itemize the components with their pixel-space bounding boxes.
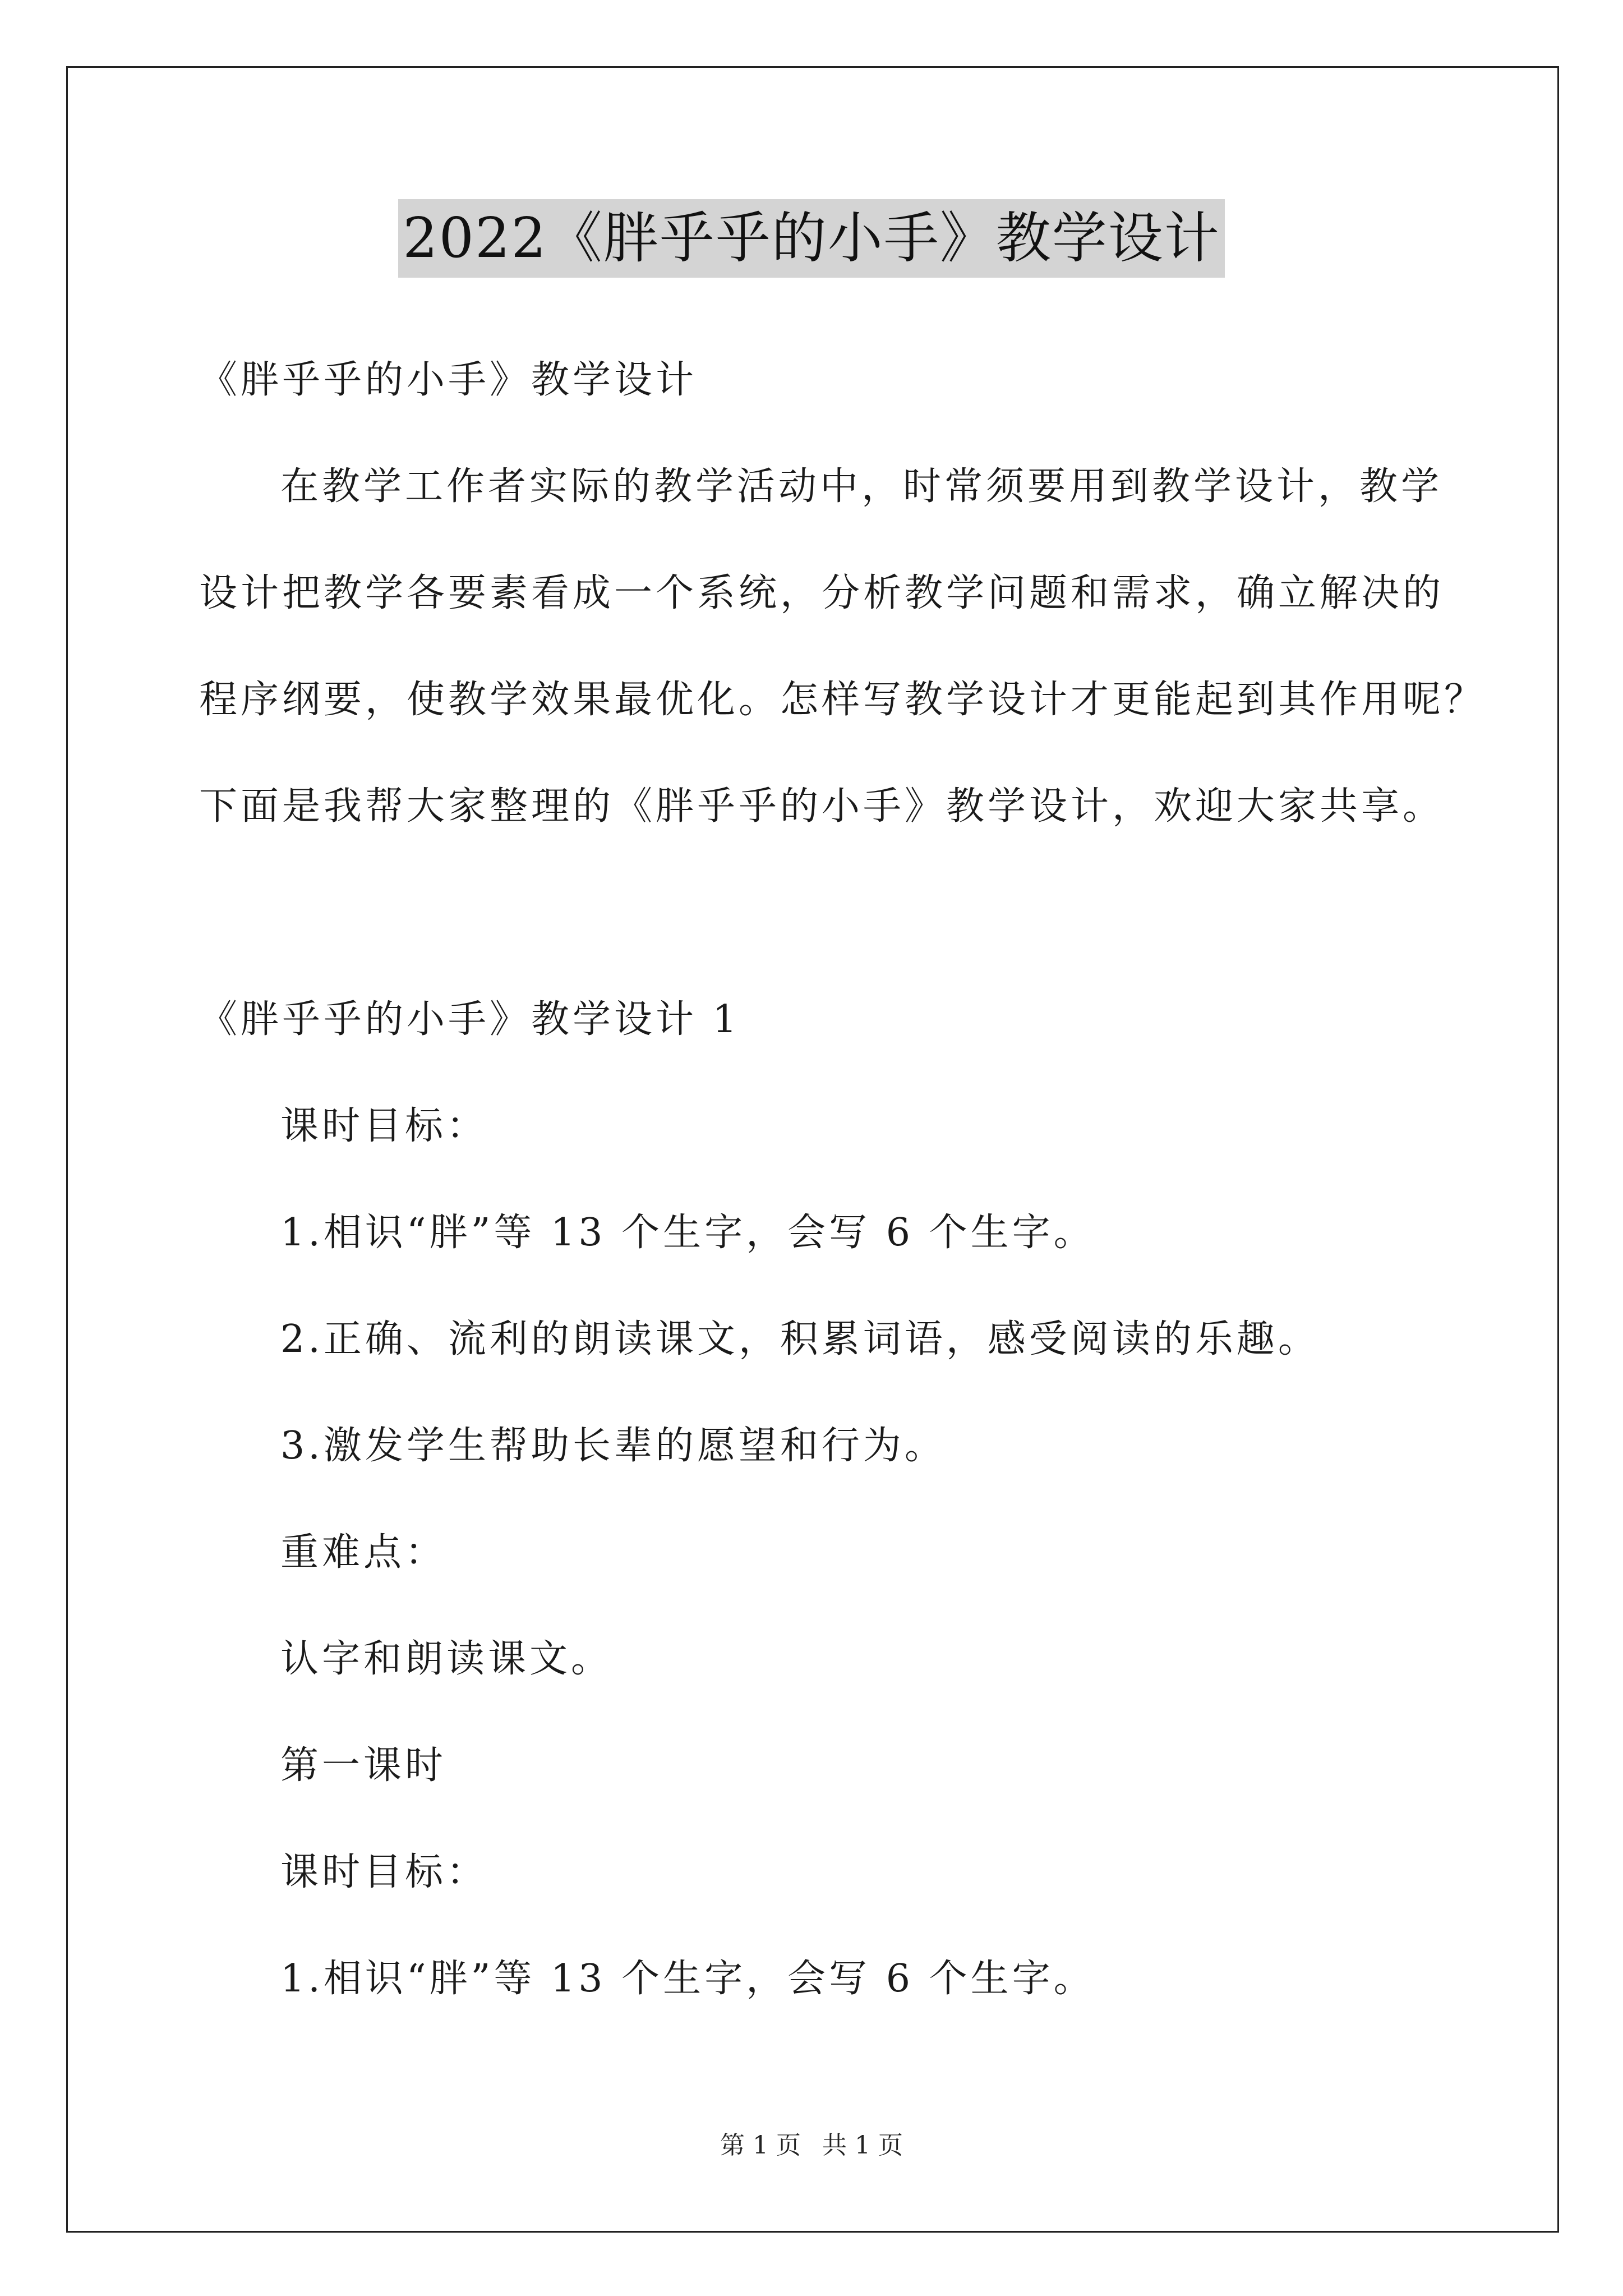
- item-key-points-text: 认字和朗读课文。: [280, 1637, 613, 1681]
- item-objective-1-repeat: 1.相识“胖”等 13 个生字，会写 6 个生字。: [280, 1957, 1095, 2001]
- page-number-current: 第 1 页: [720, 2131, 801, 2160]
- item-key-points-label: 重难点：: [280, 1530, 447, 1575]
- item-objectives-label-2: 课时目标：: [280, 1850, 488, 1894]
- document-subtitle: 《胖乎乎的小手》教学设计: [199, 358, 698, 402]
- intro-line-2: 设计把教学各要素看成一个系统，分析教学问题和需求，确立解决的: [199, 571, 1445, 615]
- item-objective-1: 1.相识“胖”等 13 个生字，会写 6 个生字。: [280, 1211, 1095, 1255]
- title-container: [0, 199, 1623, 278]
- item-first-lesson: 第一课时: [280, 1743, 447, 1788]
- item-objectives-label: 课时目标：: [280, 1104, 488, 1148]
- intro-line-1: 在教学工作者实际的教学活动中，时常须要用到教学设计，教学: [280, 464, 1443, 509]
- item-objective-3: 3.激发学生帮助长辈的愿望和行为。: [280, 1424, 946, 1468]
- item-objective-2: 2.正确、流利的朗读课文，积累词语，感受阅读的乐趣。: [280, 1317, 1320, 1361]
- intro-line-4: 下面是我帮大家整理的《胖乎乎的小手》教学设计，欢迎大家共享。: [199, 784, 1445, 829]
- page-footer: [0, 2129, 1623, 2162]
- page-number-total: 共 1 页: [822, 2131, 903, 2160]
- document-title: 2022《胖乎乎的小手》教学设计: [398, 199, 1224, 278]
- section-heading: 《胖乎乎的小手》教学设计 1: [199, 997, 740, 1042]
- intro-line-3: 程序纲要，使教学效果最优化。怎样写教学设计才更能起到其作用呢？: [199, 678, 1486, 722]
